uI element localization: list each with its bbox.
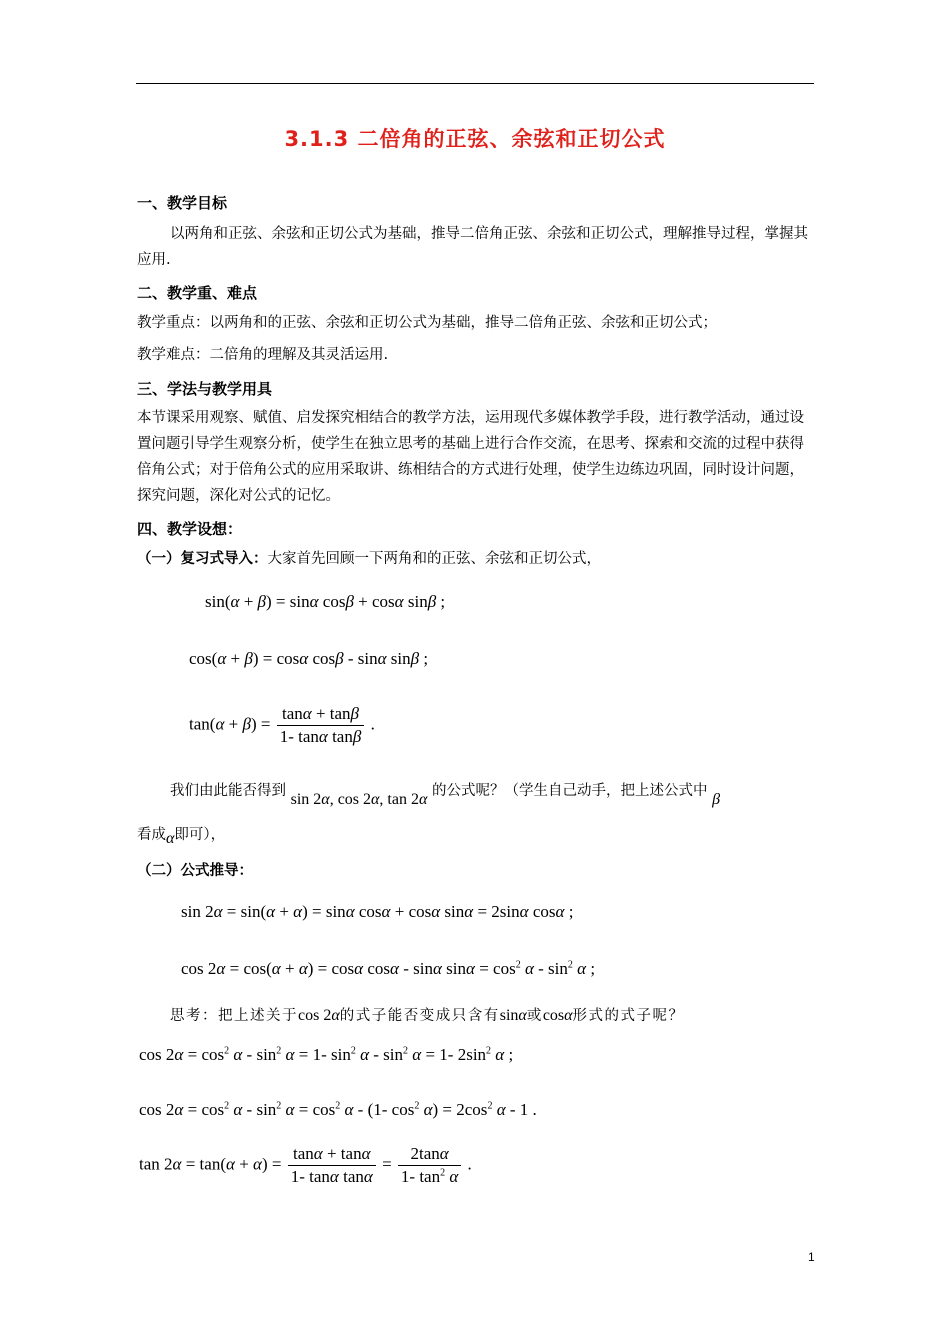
formula-sin-double: sin 2α = sin(α + α) = sinα cosα + cosα sinα = 2sinα cosα ; (181, 902, 574, 921)
formula-cos-sum: cos(α + β) = cosα cosβ - sinα sinβ ; (189, 649, 429, 668)
review-label: （一）复习式导入： (137, 551, 268, 567)
formula-cos-double: cos 2α = cos(α + α) = cosα cosα - sinα $\sin\alpha = \cos^2 \alpha - \sin^2 \alpha$ ; (181, 959, 596, 978)
header-rule (136, 83, 814, 84)
think-question: 思考：把上述关于cos 2α的式子能否变成只含有sinα或cosα形式的式子呢？ (170, 1007, 685, 1024)
derivation-label: （二）公式推导： (137, 863, 253, 879)
section-heading-keypoints: 二、教学重、难点 (137, 284, 258, 302)
page-number: 1 (808, 1250, 815, 1264)
formula-cos-double-sin: $\cos 2\alpha = \cos^2 \alpha - \sin^2 \alpha = 1-$ $\sin^2 \alpha - \sin^2 \alpha = 1-$ $2\sin^2$ α ; (139, 1045, 514, 1064)
formula-sin-sum: sin(α + β) = sinα cosβ + cosα sinβ ; (205, 592, 446, 611)
formula-cos-double-cos: $\cos 2\alpha = \cos^2 \alpha - \sin^2 \alpha = \cos^2 \alpha - (1-$ $\cos^2 \alpha) = 2\cos^2$ α - 1 . (139, 1100, 537, 1119)
question-line1: 我们由此能否得到 sin 2α, cos 2α, tan 2α 的公式呢？（学生自己动手，把上述公式中 β (170, 783, 721, 808)
difficulty-text: 教学难点：二倍角的理解及其灵活运用. (137, 347, 389, 363)
section-heading-methods: 三、学法与教学用具 (137, 380, 273, 398)
review-text: 大家首先回顾一下两角和的正弦、余弦和正切公式， (267, 551, 601, 567)
key-point-text: 教学重点：以两角和的正弦、余弦和正切公式为基础，推导二倍角正弦、余弦和正切公式； (137, 315, 717, 331)
formula-tan-double: tan 2α = tan(α + α) = $\frac{\tan\alpha + \tan\alpha}{\text{1- tanα tanα}}$ = $\frac{2\tan\alpha}{1- \tan^2 \alpha}$ . (139, 1144, 472, 1186)
section-heading-design: 四、教学设想： (137, 520, 243, 538)
goals-text: 以两角和正弦、余弦和正切公式为基础，推导二倍角正弦、余弦和正切公式，理解推导过程，掌握其应用. (137, 226, 808, 268)
section-heading-goals: 一、教学目标 (137, 194, 228, 212)
formula-tan-sum: tan(α + β) = $\frac{\tan\alpha + \tan\beta}{\text{1- tanα tanβ}}$ . (189, 704, 375, 746)
review-intro (137, 546, 817, 572)
question-line2: 看成α即可）， (137, 827, 226, 847)
page-title: 3.1.3 二倍角的正弦、余弦和正切公式 (284, 127, 666, 151)
methods-text: 本节课采用观察、赋值、启发探究相结合的教学方法，运用现代多媒体教学手段，进行教学活动，通过设置问题引导学生观察分析，使学生在独立思考的基础上进行合作交流，在思考、探索和交流的过程中获得倍角公式；对于倍角公式的应用采取讲、练相结合的方式进行处理，使学生边练边巩固，同时设计问题，探究问题，深化对公式的记忆。 (137, 410, 804, 504)
